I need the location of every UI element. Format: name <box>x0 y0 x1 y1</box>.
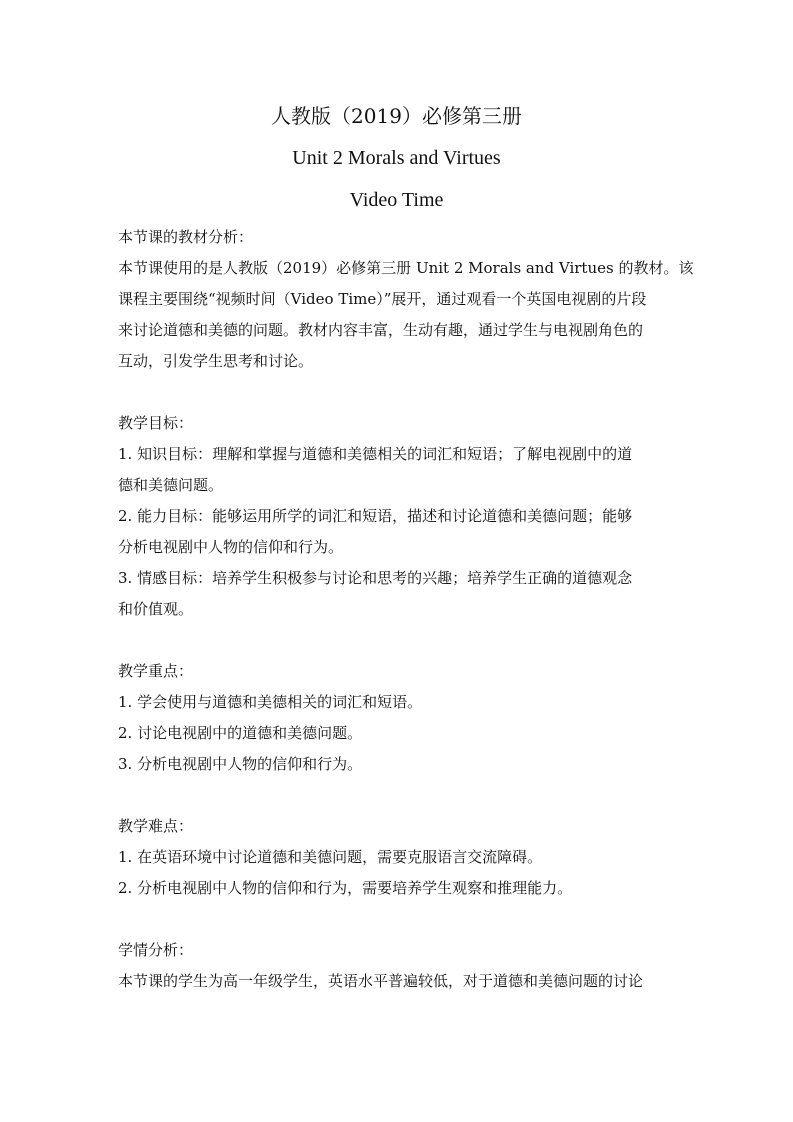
paragraph-line: 本节课的学生为高一年级学生，英语水平普遍较低，对于道德和美德问题的讨论 <box>118 972 644 990</box>
list-item: 2. 分析电视剧中人物的信仰和行为，需要培养学生观察和推理能力。 <box>118 879 573 897</box>
list-item-line: 2. 能力目标：能够运用所学的词汇和短语，描述和讨论道德和美德问题；能够 <box>118 507 633 525</box>
paragraph-line: 互动，引发学生思考和讨论。 <box>118 352 314 370</box>
spacer <box>118 377 678 408</box>
section-teaching-objectives <box>118 408 678 625</box>
list-item: 1. 在英语环境中讨论道德和美德问题，需要克服语言交流障碍。 <box>118 848 543 866</box>
list-item-line: 德和美德问题。 <box>118 476 224 494</box>
section-student-analysis <box>118 935 678 997</box>
section-difficulties <box>118 811 678 904</box>
list-item-line: 1. 知识目标：理解和掌握与道德和美德相关的词汇和短语；了解电视剧中的道 <box>118 445 633 463</box>
document-title: 人教版（2019）必修第三册 <box>271 104 522 128</box>
paragraph-line: 来讨论道德和美德的问题。教材内容丰富，生动有趣，通过学生与电视剧角色的 <box>118 321 644 339</box>
section-material-analysis <box>118 222 694 377</box>
section-key-points <box>118 656 678 780</box>
section-heading: 教学难点： <box>118 817 194 835</box>
document-body <box>118 222 694 997</box>
list-item: 1. 学会使用与道德和美德相关的词汇和短语。 <box>118 693 423 711</box>
paragraph-line: 课程主要围绕“视频时间（Video Time）”展开，通过观看一个英国电视剧的片段 <box>118 290 647 308</box>
list-item: 3. 分析电视剧中人物的信仰和行为。 <box>118 755 363 773</box>
unit-title: Unit 2 Morals and Virtues <box>292 147 501 169</box>
paragraph-line: 本节课使用的是人教版（2019）必修第三册 Unit 2 Morals and Virtues 的教材。该 <box>118 259 694 277</box>
list-item-line: 和价值观。 <box>118 600 194 618</box>
spacer <box>118 904 678 935</box>
section-heading: 学情分析： <box>118 941 194 959</box>
spacer <box>118 625 678 656</box>
section-heading: 本节课的教材分析： <box>118 228 254 246</box>
list-item-line: 3. 情感目标：培养学生积极参与讨论和思考的兴趣；培养学生正确的道德观念 <box>118 569 633 587</box>
section-heading: 教学目标： <box>118 414 194 432</box>
spacer <box>118 780 678 811</box>
list-item: 2. 讨论电视剧中的道德和美德问题。 <box>118 724 363 742</box>
section-heading: 教学重点： <box>118 662 194 680</box>
list-item-line: 分析电视剧中人物的信仰和行为。 <box>118 538 344 556</box>
lesson-title: Video Time <box>349 189 444 211</box>
